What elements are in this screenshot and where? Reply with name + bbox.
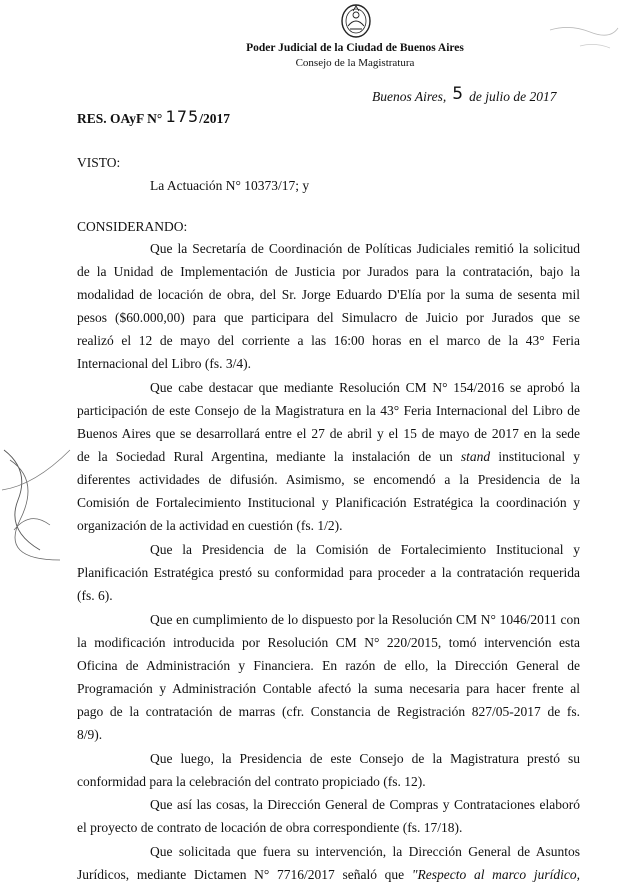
quote-italic: "Respecto al marco jurídico, bbox=[411, 867, 580, 882]
body-line: organización de la actividad en cuestión (fs. 1/2). bbox=[77, 518, 343, 533]
body-line: Que la Presidencia de la Comisión de Fortalecimiento Institucional y bbox=[150, 542, 580, 557]
resolution-year: /2017 bbox=[199, 111, 230, 126]
body-line: Planificación Estratégica prestó su conformidad para proceder a la contratación requerida bbox=[77, 565, 580, 580]
handwritten-initials bbox=[0, 430, 80, 570]
resolution-number-handwritten: 175 bbox=[165, 107, 200, 126]
visto-text: La Actuación N° 10373/17; y bbox=[150, 178, 310, 193]
date-rest: de julio de 2017 bbox=[469, 89, 557, 104]
body-line bbox=[77, 867, 580, 883]
coat-of-arms-seal bbox=[339, 2, 373, 40]
body-line: participación de este Consejo de la Magistratura en la 43° Feria Internacional del Libro de bbox=[77, 403, 580, 418]
body-line: Programación y Administración Contable afectó la suma necesaria para hacer frente al bbox=[77, 681, 580, 696]
body-line: Que cabe destacar que mediante Resolución CM N° 154/2016 se aprobó la bbox=[150, 380, 580, 395]
body-line: Que luego, la Presidencia de este Consejo de la Magistratura prestó su bbox=[150, 751, 580, 766]
body-line: 8/9). bbox=[77, 727, 103, 742]
body-line: pago de la contratación de marras (cfr. Constancia de Registración 827/05-2017 de fs. bbox=[77, 704, 580, 719]
body-line: de la Unidad de Implementación de Justicia por Jurados para la contratación, bajo la bbox=[77, 264, 580, 279]
stand-italic: stand bbox=[460, 449, 491, 464]
letterhead-body: Consejo de la Magistratura bbox=[295, 57, 415, 69]
resolution-number bbox=[77, 108, 230, 127]
body-line: conformidad para la celebración del contrato propiciado (fs. 12). bbox=[77, 774, 426, 789]
body-line-with-quote: Jurídicos, mediante Dictamen N° 7716/2017 señaló que "Respecto al marco jurídico, bbox=[77, 867, 580, 882]
date-city: Buenos Aires, bbox=[372, 89, 447, 104]
body-line: Que la Secretaría de Coordinación de Políticas Judiciales remitió la solicitud bbox=[150, 241, 580, 256]
body-line: el proyecto de contrato de locación de obra correspondiente (fs. 17/18). bbox=[77, 820, 463, 835]
visto-heading: VISTO: bbox=[77, 155, 121, 170]
body-line bbox=[77, 449, 580, 465]
body-line: diferentes actividades de difusión. Asimismo, se encomendó a la Presidencia de la bbox=[77, 472, 580, 487]
body-line: Buenos Aires que se desarrollará entre el 27 de abril y el 15 de mayo de 2017 en la sede bbox=[77, 426, 580, 441]
resolution-prefix: RES. OAyF N° bbox=[77, 111, 163, 126]
body-line: Comisión de Fortalecimiento Institucional y Planificación Estratégica la coordinación y bbox=[77, 495, 580, 510]
body-line: Que así las cosas, la Dirección General de Compras y Contrataciones elaboró bbox=[150, 797, 580, 812]
body-line: realizó el 12 de mayo del corriente a las 16:00 horas en el marco de la 43° Feria bbox=[77, 333, 580, 348]
document-date bbox=[372, 86, 556, 106]
body-line: modalidad de locación de obra, del Sr. Jorge Eduardo D'Elía por la suma de sesenta mil bbox=[77, 287, 580, 302]
considerando-heading: CONSIDERANDO: bbox=[77, 219, 188, 234]
date-day-handwritten: 5 bbox=[452, 84, 464, 104]
body-line-pre-stand: de la Sociedad Rural Argentina, mediante la instalación de un stand institucional y bbox=[77, 449, 580, 464]
body-line: Oficina de Administración y Financiera. En razón de ello, la Dirección General de bbox=[77, 658, 580, 673]
body-line: (fs. 6). bbox=[77, 588, 113, 603]
body-line: pesos ($60.000,00) para que participara del Simulacro de Juicio por Jurados que se bbox=[77, 310, 580, 325]
body-line: Que en cumplimiento de lo dispuesto por la Resolución CM N° 1046/2011 con bbox=[150, 612, 580, 627]
body-line: la modificación introducida por Resolución CM N° 220/2015, tomó intervención esta bbox=[77, 635, 580, 650]
body-line: Internacional del Libro (fs. 3/4). bbox=[77, 356, 251, 371]
body-line: Que solicitada que fuera su intervención, la Dirección General de Asuntos bbox=[150, 844, 580, 859]
letterhead-institution: Poder Judicial de la Ciudad de Buenos Aires bbox=[246, 42, 464, 54]
